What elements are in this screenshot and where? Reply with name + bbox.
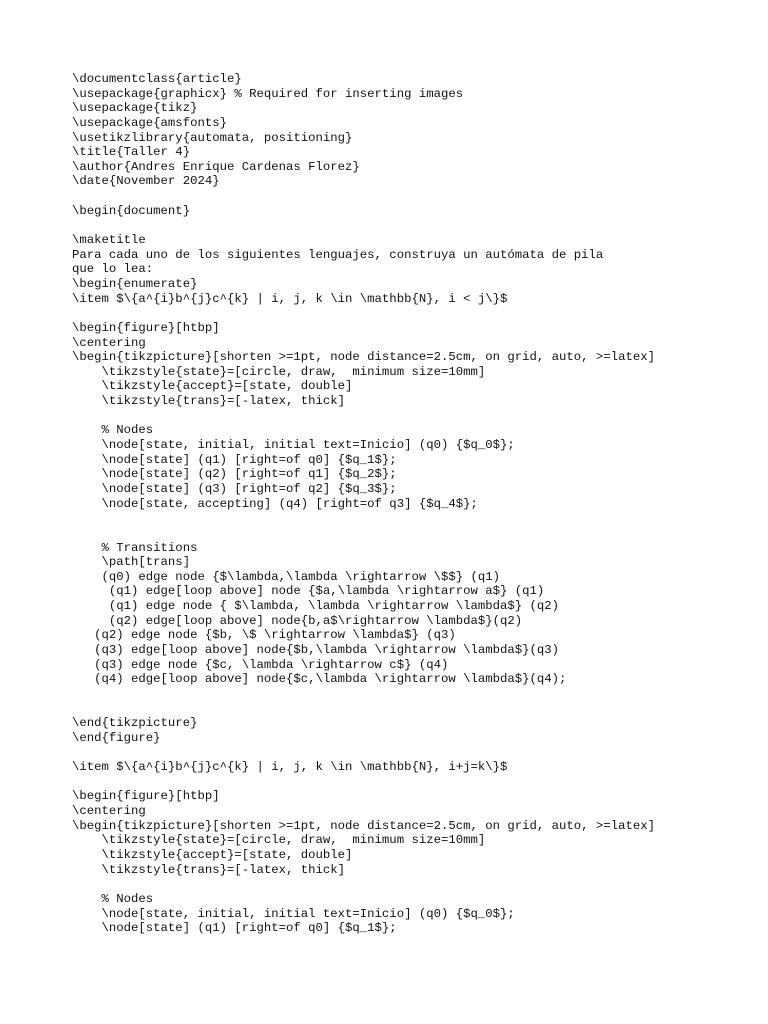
document-line — [72, 702, 752, 717]
document-line: \item $\{a^{i}b^{j}c^{k} | i, j, k \in \mathbb{N}, i+j=k\}$ — [72, 760, 508, 775]
document-line: \node[state, initial, initial text=Inicio] (q0) {$q_0$}; — [72, 438, 515, 453]
document-line: (q1) edge node { $\lambda, \lambda \rightarrow \lambda$} (q2) — [72, 599, 560, 614]
document-line: (q3) edge[loop above] node{$b,\lambda \rightarrow \lambda$}(q3) — [72, 642, 560, 657]
document-line: Para cada uno de los siguientes lenguajes, construya un autómata de pila — [72, 247, 604, 262]
document-line: \tikzstyle{accept}=[state, double] — [72, 379, 353, 394]
document-line: \centering — [72, 804, 146, 819]
document-line: \begin{figure}[htbp] — [72, 320, 220, 335]
document-page — [72, 72, 752, 936]
document-line: \usepackage{amsfonts} — [72, 115, 227, 130]
document-line — [72, 775, 752, 790]
document-line: que lo lea: — [72, 262, 154, 277]
document-line: \tikzstyle{trans}=[-latex, thick] — [72, 862, 346, 877]
document-line: \path[trans] — [72, 555, 191, 570]
document-line: \title{Taller 4} — [72, 145, 191, 160]
document-line: \usepackage{graphicx} % Required for inserting images — [72, 86, 464, 101]
document-line: \node[state, accepting] (q4) [right=of q3] {$q_4$}; — [72, 496, 478, 511]
document-line: (q0) edge node {$\lambda,\lambda \rightarrow \$$} (q1) — [72, 569, 501, 584]
document-line: \centering — [72, 335, 146, 350]
document-line: \end{tikzpicture} — [72, 716, 198, 731]
document-line — [72, 306, 752, 321]
document-line: \node[state] (q1) [right=of q0] {$q_1$}; — [72, 921, 397, 936]
document-line: % Nodes — [72, 423, 154, 438]
document-line: \begin{tikzpicture}[shorten >=1pt, node distance=2.5cm, on grid, auto, >=latex] — [72, 350, 655, 365]
document-line: (q2) edge[loop above] node{b,a$\rightarrow \lambda$}(q2) — [72, 613, 523, 628]
document-line: \date{November 2024} — [72, 174, 220, 189]
document-line: \begin{document} — [72, 203, 191, 218]
document-line — [72, 877, 752, 892]
document-line: (q4) edge[loop above] node{$c,\lambda \rightarrow \lambda$}(q4); — [72, 672, 567, 687]
document-line — [72, 745, 752, 760]
document-line: (q3) edge node {$c, \lambda \rightarrow c$} (q4) — [72, 657, 449, 672]
document-line — [72, 511, 752, 526]
document-line: \maketitle — [72, 233, 146, 248]
document-line — [72, 218, 752, 233]
document-line — [72, 409, 752, 424]
document-line: % Transitions — [72, 540, 198, 555]
document-line: (q2) edge node {$b, \$ \rightarrow \lambda$} (q3) — [72, 628, 456, 643]
document-line: \documentclass{article} — [72, 72, 242, 86]
document-line: \begin{figure}[htbp] — [72, 789, 220, 804]
document-line — [72, 189, 752, 204]
document-line: \tikzstyle{accept}=[state, double] — [72, 847, 353, 862]
document-line: \tikzstyle{state}=[circle, draw, minimum size=10mm] — [72, 833, 486, 848]
document-line: \usetikzlibrary{automata, positioning} — [72, 130, 353, 145]
document-line: \node[state] (q2) [right=of q1] {$q_2$}; — [72, 467, 397, 482]
document-line: (q1) edge[loop above] node {$a,\lambda \rightarrow a$} (q1) — [72, 584, 545, 599]
document-line: \item $\{a^{i}b^{j}c^{k} | i, j, k \in \mathbb{N}, i < j\}$ — [72, 291, 508, 306]
document-line: % Nodes — [72, 891, 154, 906]
document-line: \tikzstyle{state}=[circle, draw, minimum size=10mm] — [72, 364, 486, 379]
document-line: \end{figure} — [72, 730, 161, 745]
document-line: \author{Andres Enrique Cardenas Florez} — [72, 159, 360, 174]
document-line: \node[state] (q3) [right=of q2] {$q_3$}; — [72, 481, 397, 496]
document-line — [72, 687, 752, 702]
document-line: \begin{tikzpicture}[shorten >=1pt, node distance=2.5cm, on grid, auto, >=latex] — [72, 818, 655, 833]
document-line: \node[state, initial, initial text=Inicio] (q0) {$q_0$}; — [72, 906, 515, 921]
document-line: \tikzstyle{trans}=[-latex, thick] — [72, 394, 346, 409]
document-line: \usepackage{tikz} — [72, 101, 198, 116]
document-line — [72, 526, 752, 541]
document-line: \begin{enumerate} — [72, 276, 198, 291]
document-line: \node[state] (q1) [right=of q0] {$q_1$}; — [72, 452, 397, 467]
